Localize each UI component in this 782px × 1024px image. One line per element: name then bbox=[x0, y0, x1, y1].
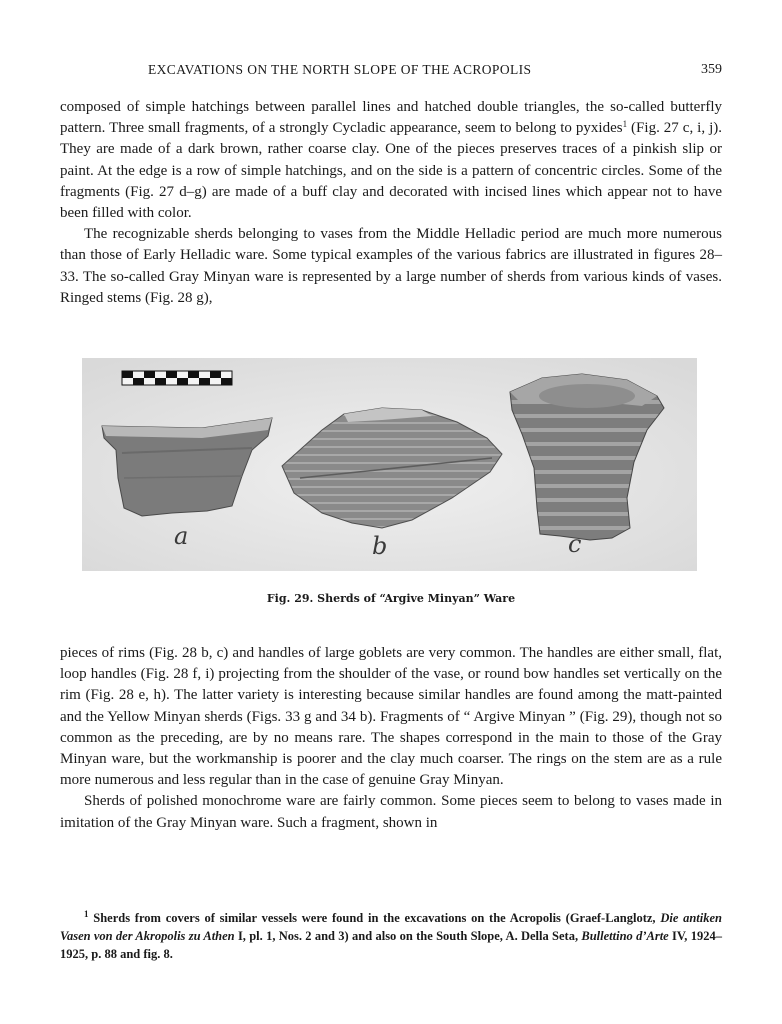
running-head: EXCAVATIONS ON THE NORTH SLOPE OF THE ACROPOLIS bbox=[148, 62, 532, 77]
footnote: $^1$ Sherds from covers of similar vessels were found in the excavations on the Acropolis (Graef-Langlotz, Die antiken Vasen von der Akropolis zu Athen I, pl. 1, Nos. 2 and 3) and also on the South Slope, A. Della Seta, Bullettino d’Arte IV, 1924–1925, p. 88 and fig. 8. bbox=[60, 909, 723, 961]
citation-title: Bullettino d’Arte bbox=[581, 929, 669, 943]
body-text-bottom bbox=[60, 643, 722, 834]
paragraph: pieces of rims (Fig. 28 b, c) and handles of large goblets are very common. The handles are either small, flat, loop handles (Fig. 28 f, i) projecting from the shoulder of the vase, or round bow handles set vertically on the rim (Fig. 28 e, h). The latter variety is interesting because similar handles are found among the matt-painted and the Yellow Minyan sherds (Figs. 33 g and 34 b). Fragments of “ Argive Minyan ” (Fig. 29), though not so common as the preceding, are by no means rare. The shapes correspond in the main to those of the Gray Minyan ware, but the workmanship is poorer and the clay much coarser. The rings on the stem are as a rule more numerous and less regular than in the case of genuine Gray Minyan. bbox=[60, 645, 722, 789]
footnote-reference[interactable]: 1 bbox=[622, 119, 628, 130]
page-number: 359 bbox=[701, 62, 722, 77]
footnote-marker: 1 bbox=[84, 909, 89, 919]
figure-photo bbox=[82, 358, 697, 571]
body-text-top bbox=[60, 97, 722, 309]
figure-caption: Fig. 29. Sherds of “Argive Minyan” Ware bbox=[266, 592, 516, 605]
figure-label-c: c bbox=[568, 530, 582, 558]
paragraph: composed of simple hatchings between parallel lines and hatched double triangles, the so-called butterfly pattern. Three small fragments, of a strongly Cycladic appearance, seem to belong to pyxides$^1$ (Fig. 27 c, i, j). They are made of a dark brown, rather coarse clay. One of the pieces preserves traces of a pinkish slip or paint. At the edge is a row of simple hatchings, and on the side is a pattern of concentric circles. Some of the fragments (Fig. 27 d–g) are made of a buff clay and decorated with incised lines which appear not to have been filled with color. bbox=[60, 99, 722, 222]
paragraph: The recognizable sherds belonging to vases from the Middle Helladic period are much more numerous than those of Early Helladic ware. Some typical examples of the various fabrics are illustrated in figures 28–33. The so-called Gray Minyan ware is represented by a large number of sherds from various kinds of vases. Ringed stems (Fig. 28 g), bbox=[60, 226, 722, 306]
scale-bar bbox=[122, 371, 232, 385]
figure-label-a: a bbox=[174, 522, 189, 550]
paragraph: Sherds of polished monochrome ware are fairly common. Some pieces seem to belong to vases made in imitation of the Gray Minyan ware. Such a fragment, shown in bbox=[60, 793, 722, 831]
figure-label-b: b bbox=[372, 532, 388, 560]
page-header bbox=[60, 62, 722, 84]
citation-title: Die antiken Vasen von der Akropolis zu Athen bbox=[60, 911, 723, 943]
